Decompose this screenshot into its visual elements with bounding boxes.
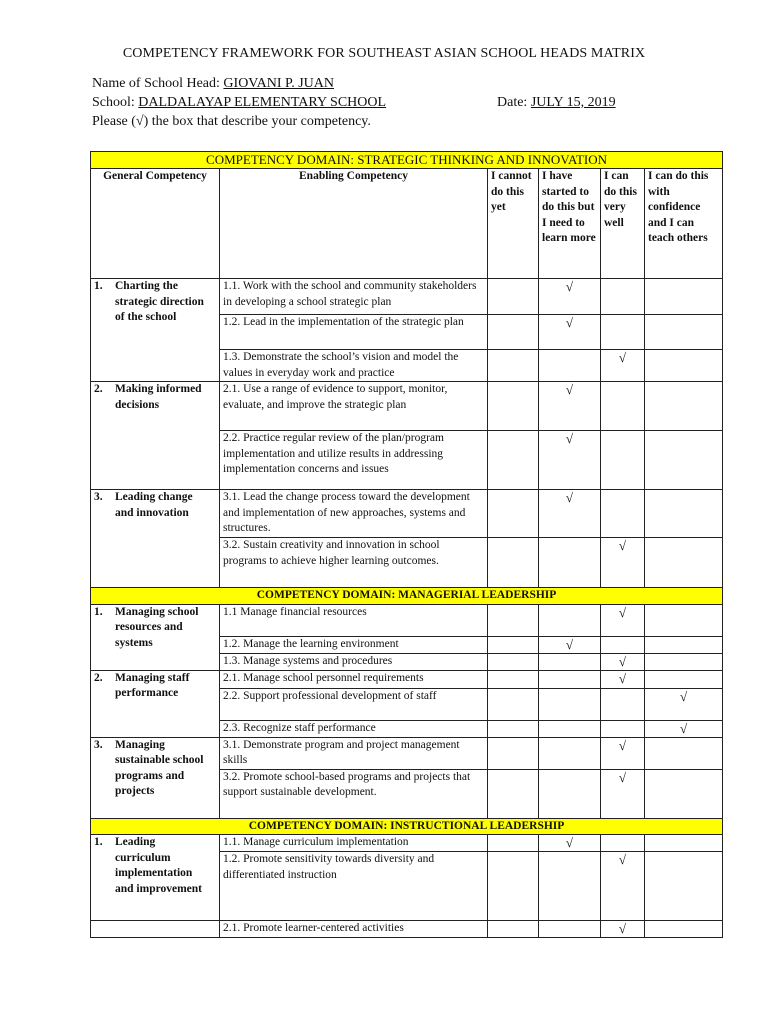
check-mark: √ [618, 737, 627, 753]
rating-checkbox-1[interactable] [488, 670, 539, 688]
rating-checkbox-2[interactable] [539, 636, 601, 653]
rating-checkbox-2[interactable] [539, 670, 601, 688]
domain-title: COMPETENCY DOMAIN: MANAGERIAL LEADERSHIP [91, 588, 723, 605]
rating-checkbox-1[interactable] [488, 431, 539, 490]
rating-checkbox-1[interactable] [488, 835, 539, 852]
rating-checkbox-4[interactable] [645, 653, 723, 670]
competency-number: 3. [94, 491, 103, 503]
header-enabling-competency: Enabling Competency [220, 169, 488, 279]
school-head-line [92, 76, 334, 92]
check-mark: √ [618, 350, 627, 365]
competency-number: 3. [94, 738, 103, 751]
enabling-competency-text: 1.1 Manage financial resources [220, 604, 488, 636]
school-line [92, 95, 386, 111]
instruction-text: Please (√) the box that describe your competency. [92, 114, 371, 129]
rating-checkbox-4[interactable] [645, 769, 723, 818]
rating-checkbox-1[interactable] [488, 653, 539, 670]
rating-checkbox-2[interactable] [539, 490, 601, 538]
enabling-competency-text: 3.1. Demonstrate program and project management skills [220, 737, 488, 769]
rating-checkbox-4[interactable] [645, 670, 723, 688]
rating-checkbox-4[interactable] [645, 382, 723, 431]
table-row [91, 604, 723, 636]
competency-number: 1. [94, 605, 103, 618]
general-competency-cell [91, 835, 220, 921]
enabling-competency-text: 3.2. Sustain creativity and innovation in school programs to achieve higher learning outcomes. [220, 538, 488, 588]
rating-checkbox-2[interactable] [539, 720, 601, 737]
competency-name: Managing school resources and systems [115, 605, 199, 649]
rating-checkbox-1[interactable] [488, 769, 539, 818]
header-level-1: I cannot do this yet [488, 169, 539, 279]
school-name: DALDALAYAP ELEMENTARY SCHOOL [138, 95, 387, 110]
check-mark: √ [618, 604, 627, 620]
rating-checkbox-4[interactable] [645, 835, 723, 852]
form-title: COMPETENCY FRAMEWORK FOR SOUTHEAST ASIAN SCHOOL HEADS MATRIX [122, 46, 646, 61]
check-mark: √ [565, 431, 574, 446]
rating-checkbox-1[interactable] [488, 604, 539, 636]
enabling-competency-text: 1.3. Manage systems and procedures [220, 653, 488, 670]
check-mark: √ [618, 653, 627, 669]
general-competency-cell [91, 382, 220, 490]
rating-checkbox-3[interactable] [601, 670, 645, 688]
rating-checkbox-4[interactable] [645, 720, 723, 737]
rating-checkbox-4[interactable] [645, 490, 723, 538]
enabling-competency-text: 1.3. Demonstrate the school’s vision and model the values in everyday work and practice [220, 350, 488, 382]
rating-checkbox-2[interactable] [539, 688, 601, 720]
general-competency-cell [91, 279, 220, 382]
rating-checkbox-2[interactable] [539, 737, 601, 769]
enabling-competency-text: 3.2. Promote school-based programs and projects that support sustainable development. [220, 769, 488, 818]
rating-checkbox-1[interactable] [488, 382, 539, 431]
rating-checkbox-2[interactable] [539, 653, 601, 670]
rating-checkbox-3[interactable] [601, 720, 645, 737]
rating-checkbox-2[interactable] [539, 921, 601, 938]
rating-checkbox-3[interactable] [601, 538, 645, 588]
enabling-competency-text: 1.1. Work with the school and community stakeholders in developing a school strategic plan [220, 279, 488, 315]
rating-checkbox-4[interactable] [645, 315, 723, 350]
competency-matrix [90, 151, 723, 938]
table-row [91, 382, 723, 431]
enabling-competency-text: 2.1. Promote learner-centered activities [220, 921, 488, 938]
enabling-competency-text: 2.2. Practice regular review of the plan/program implementation and utilize results in addressing implementation concerns and issues [220, 431, 488, 490]
rating-checkbox-2[interactable] [539, 769, 601, 818]
table-row [91, 670, 723, 688]
school-label: School: [92, 95, 135, 110]
check-mark: √ [618, 921, 627, 936]
domain-title: COMPETENCY DOMAIN: STRATEGIC THINKING AND INNOVATION [91, 152, 723, 169]
rating-checkbox-3[interactable] [601, 769, 645, 818]
general-competency-cell [91, 490, 220, 588]
enabling-competency-text: 3.1. Lead the change process toward the development and implementation of new approaches, systems and structures. [220, 490, 488, 538]
header-general-competency [91, 169, 220, 279]
general-competency-cell [91, 604, 220, 670]
rating-checkbox-2[interactable] [539, 279, 601, 315]
date-label: Date: [497, 95, 528, 110]
rating-checkbox-3[interactable] [601, 835, 645, 852]
date-value: JULY 15, 2019 [530, 95, 616, 110]
rating-checkbox-4[interactable] [645, 688, 723, 720]
rating-checkbox-3[interactable] [601, 431, 645, 490]
header-level-4: I can do this with confidence and I can teach others [645, 169, 723, 279]
rating-checkbox-1[interactable] [488, 688, 539, 720]
school-head-label: Name of School Head: [92, 76, 220, 91]
enabling-competency-text: 1.2. Lead in the implementation of the strategic plan [220, 315, 488, 350]
rating-checkbox-1[interactable] [488, 852, 539, 921]
rating-checkbox-4[interactable] [645, 279, 723, 315]
enabling-competency-text: 2.1. Use a range of evidence to support, monitor, evaluate, and improve the strategic plan [220, 382, 488, 431]
enabling-competency-text: 1.2. Promote sensitivity towards diversity and differentiated instruction [220, 852, 488, 921]
check-mark: √ [565, 636, 574, 652]
competency-number: 2. [94, 383, 103, 395]
check-mark: √ [618, 670, 627, 686]
rating-checkbox-1[interactable] [488, 720, 539, 737]
rating-checkbox-3[interactable] [601, 852, 645, 921]
competency-number: 1. [94, 280, 103, 292]
enabling-competency-text: 1.2. Manage the learning environment [220, 636, 488, 653]
general-competency-cell [91, 921, 220, 938]
enabling-competency-text: 2.1. Manage school personnel requirements [220, 670, 488, 688]
check-mark: √ [565, 279, 574, 294]
check-mark: √ [565, 315, 574, 330]
table-row [91, 921, 723, 938]
check-mark: √ [679, 720, 688, 736]
rating-checkbox-3[interactable] [601, 315, 645, 350]
rating-checkbox-3[interactable] [601, 350, 645, 382]
rating-checkbox-1[interactable] [488, 636, 539, 653]
rating-checkbox-3[interactable] [601, 490, 645, 538]
rating-checkbox-1[interactable] [488, 737, 539, 769]
table-row [91, 279, 723, 315]
rating-checkbox-2[interactable] [539, 350, 601, 382]
rating-checkbox-4[interactable] [645, 852, 723, 921]
rating-checkbox-3[interactable] [601, 688, 645, 720]
general-competency-cell [91, 670, 220, 737]
header-level-2: I have started to do this but I need to learn more [539, 169, 601, 279]
table-row [91, 835, 723, 852]
check-mark: √ [565, 835, 574, 850]
rating-checkbox-1[interactable] [488, 350, 539, 382]
competency-number: 2. [94, 671, 103, 684]
rating-checkbox-4[interactable] [645, 350, 723, 382]
rating-checkbox-4[interactable] [645, 431, 723, 490]
competency-name: Managing staff performance [115, 671, 190, 699]
rating-checkbox-2[interactable] [539, 835, 601, 852]
rating-checkbox-1[interactable] [488, 279, 539, 315]
competency-name: Leading curriculum implementation and improvement [115, 836, 202, 895]
rating-checkbox-4[interactable] [645, 538, 723, 588]
rating-checkbox-2[interactable] [539, 315, 601, 350]
enabling-competency-text: 2.2. Support professional development of staff [220, 688, 488, 720]
rating-checkbox-2[interactable] [539, 538, 601, 588]
check-mark: √ [618, 769, 627, 785]
rating-checkbox-2[interactable] [539, 852, 601, 921]
table-row [91, 737, 723, 769]
table-row [91, 490, 723, 538]
check-mark: √ [679, 688, 688, 704]
rating-checkbox-4[interactable] [645, 921, 723, 938]
enabling-competency-text: 1.1. Manage curriculum implementation [220, 835, 488, 852]
rating-checkbox-2[interactable] [539, 382, 601, 431]
rating-checkbox-2[interactable] [539, 604, 601, 636]
date-line [497, 95, 616, 111]
competency-name: Managing sustainable school programs and projects [115, 738, 204, 797]
rating-checkbox-1[interactable] [488, 538, 539, 588]
rating-checkbox-1[interactable] [488, 921, 539, 938]
competency-name: Making informed decisions [115, 383, 202, 411]
enabling-competency-text: 2.3. Recognize staff performance [220, 720, 488, 737]
rating-checkbox-3[interactable] [601, 382, 645, 431]
rating-checkbox-3[interactable] [601, 921, 645, 938]
rating-checkbox-1[interactable] [488, 490, 539, 538]
check-mark: √ [565, 382, 574, 397]
rating-checkbox-4[interactable] [645, 636, 723, 653]
general-competency-cell [91, 737, 220, 818]
rating-checkbox-4[interactable] [645, 737, 723, 769]
rating-checkbox-3[interactable] [601, 653, 645, 670]
rating-checkbox-3[interactable] [601, 636, 645, 653]
rating-checkbox-3[interactable] [601, 279, 645, 315]
competency-number: 1. [94, 836, 103, 848]
competency-name: Leading change and innovation [115, 491, 193, 519]
domain-title: COMPETENCY DOMAIN: INSTRUCTIONAL LEADERSHIP [91, 818, 723, 835]
rating-checkbox-2[interactable] [539, 431, 601, 490]
rating-checkbox-4[interactable] [645, 604, 723, 636]
header-level-3: I can do this very well [601, 169, 645, 279]
rating-checkbox-1[interactable] [488, 315, 539, 350]
rating-checkbox-3[interactable] [601, 604, 645, 636]
check-mark: √ [618, 852, 627, 867]
check-mark: √ [618, 538, 627, 553]
competency-name: Charting the strategic direction of the school [115, 280, 204, 323]
school-head-name: GIOVANI P. JUAN [223, 76, 335, 91]
header-general-label: General Competency [103, 170, 207, 182]
rating-checkbox-3[interactable] [601, 737, 645, 769]
check-mark: √ [565, 490, 574, 505]
